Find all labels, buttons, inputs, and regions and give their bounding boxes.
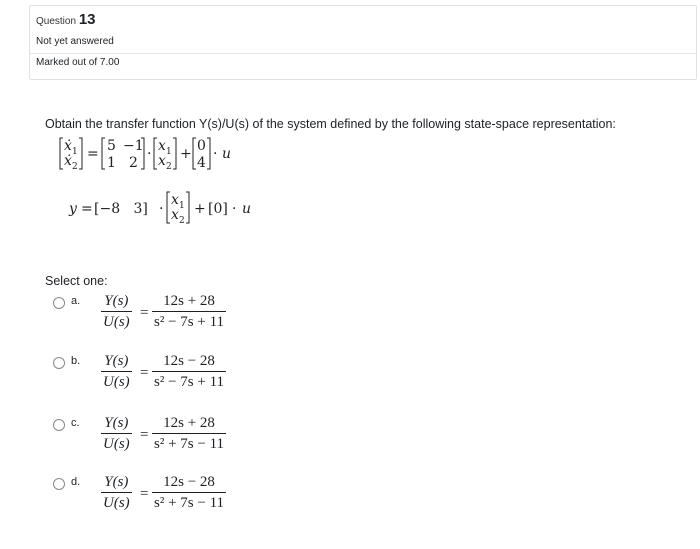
x2dot-subscript: 2 — [72, 162, 78, 172]
dot-operator: · — [232, 201, 237, 217]
lhs-numerator: Y(s) — [104, 415, 129, 431]
question-state: Not yet answered — [36, 36, 114, 47]
rhs-denominator: s² − 7s + 11 — [152, 371, 226, 391]
rhs-numerator: 12s − 28 — [163, 353, 215, 369]
lhs-numerator: Y(s) — [104, 293, 129, 309]
lhs-fraction — [101, 474, 132, 512]
option-letter: d. — [71, 476, 81, 488]
question-label: Question — [36, 16, 77, 27]
x2dot-symbol: ẋ — [64, 153, 72, 169]
rhs-numerator: 12s + 28 — [163, 293, 215, 309]
matrix-b — [193, 138, 210, 171]
question-grade: Marked out of 7.00 — [36, 57, 120, 68]
state-vector — [154, 138, 176, 172]
a22: 2 — [129, 155, 138, 171]
equals-sign: = — [81, 201, 93, 217]
option-letter: a. — [71, 295, 81, 307]
matrix-a — [102, 138, 144, 171]
rhs-denominator: s² + 7s − 11 — [152, 433, 226, 453]
lhs-denominator: U(s) — [101, 492, 132, 512]
answer-option-d[interactable] — [53, 476, 353, 526]
rhs-fraction — [152, 353, 226, 391]
x2-subscript: 2 — [166, 162, 172, 172]
matrix-d: [0] — [208, 201, 228, 217]
radio-button-d[interactable] — [53, 478, 65, 490]
equals-sign: = — [140, 486, 149, 502]
equals-sign: = — [140, 305, 149, 321]
lhs-fraction — [101, 415, 132, 453]
rhs-fraction — [152, 293, 226, 331]
rhs-denominator: s² + 7s − 11 — [152, 492, 226, 512]
b2: 4 — [197, 155, 206, 171]
x1-subscript: 1 — [179, 201, 185, 211]
x2-subscript: 2 — [179, 216, 185, 224]
b1: 0 — [197, 138, 206, 154]
option-letter: c. — [71, 417, 80, 429]
equals-sign: = — [140, 365, 149, 381]
rhs-fraction — [152, 415, 226, 453]
radio-button-c[interactable] — [53, 419, 65, 431]
dot-operator: · — [147, 146, 152, 162]
x1-symbol: x — [158, 138, 166, 154]
lhs-fraction — [101, 353, 132, 391]
question-number — [36, 11, 96, 28]
lhs-denominator: U(s) — [101, 371, 132, 391]
plus-sign: + — [194, 201, 206, 217]
lhs-numerator: Y(s) — [104, 353, 129, 369]
x1-symbol: x — [171, 192, 179, 208]
question-number-value: 13 — [78, 11, 96, 28]
rhs-numerator: 12s − 28 — [163, 474, 215, 490]
x2-symbol: x — [158, 153, 166, 169]
divider — [30, 53, 696, 54]
lhs-fraction — [101, 293, 132, 331]
x1dot-symbol: ẋ — [64, 138, 72, 154]
option-letter: b. — [71, 355, 81, 367]
lhs-denominator: U(s) — [101, 433, 132, 453]
plus-sign: + — [180, 146, 192, 162]
x2-symbol: x — [171, 207, 179, 223]
rhs-denominator: s² − 7s + 11 — [152, 311, 226, 331]
question-text: Obtain the transfer function Y(s)/U(s) of the system defined by the following state-space representation: — [45, 117, 616, 131]
x1dot-subscript: 1 — [72, 147, 78, 157]
answer-option-c[interactable] — [53, 417, 353, 467]
input-u: u — [242, 201, 252, 217]
radio-button-b[interactable] — [53, 357, 65, 369]
equals-sign: = — [87, 146, 99, 162]
select-one-label: Select one: — [45, 274, 108, 288]
dot-operator: · — [159, 201, 164, 217]
lhs-numerator: Y(s) — [104, 474, 129, 490]
answer-option-b[interactable] — [53, 355, 353, 405]
a12: −1 — [123, 138, 144, 154]
dot-operator: · — [213, 146, 218, 162]
question-content — [29, 100, 697, 540]
answer-option-a[interactable] — [53, 295, 353, 345]
question-info-panel — [29, 5, 697, 80]
equals-sign: = — [140, 427, 149, 443]
a11: 5 — [107, 138, 116, 154]
x1-subscript: 1 — [166, 147, 172, 157]
output-y: y — [69, 201, 77, 217]
input-u: u — [222, 146, 232, 162]
state-vector-output — [167, 192, 189, 224]
lhs-denominator: U(s) — [101, 311, 132, 331]
rhs-numerator: 12s + 28 — [163, 415, 215, 431]
matrix-c: [−8 3] — [94, 201, 148, 217]
rhs-fraction — [152, 474, 226, 512]
radio-button-a[interactable] — [53, 297, 65, 309]
state-derivative-vector — [60, 138, 82, 172]
state-space-equations — [59, 136, 319, 224]
a21: 1 — [107, 155, 116, 171]
